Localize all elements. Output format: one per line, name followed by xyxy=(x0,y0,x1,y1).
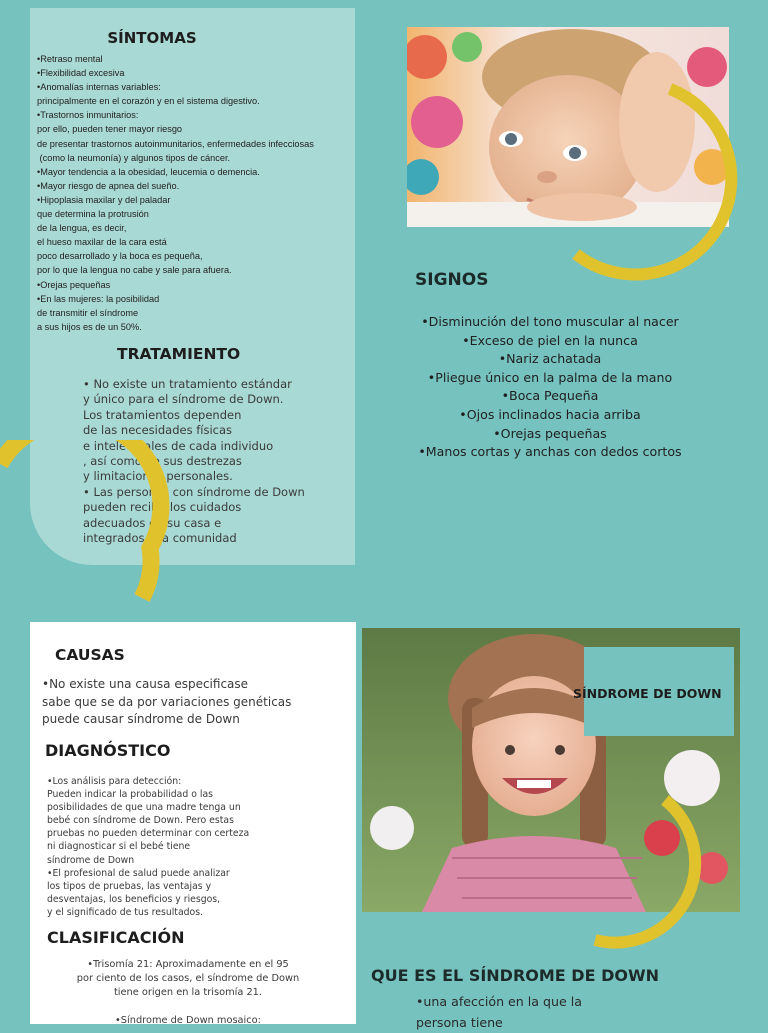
sintomas-line: a sus hijos es de un 50%. xyxy=(37,320,347,334)
tratamiento-line: adecuados en su casa e xyxy=(83,516,343,531)
que-es-line: •una afección en la que la xyxy=(416,992,716,1013)
sintomas-line: principalmente en el corazón y en el sistema digestivo. xyxy=(37,94,347,108)
sintomas-line: por ello, pueden tener mayor riesgo xyxy=(37,122,347,136)
sintomas-line: de transmitir el síndrome xyxy=(37,306,347,320)
sintomas-line: poco desarrollado y la boca es pequeña, xyxy=(37,249,347,263)
tratamiento-heading: TRATAMIENTO xyxy=(117,345,262,363)
signos-item: •Pliegue único en la palma de la mano xyxy=(384,369,716,388)
diagnostico-line: posibilidades de que una madre tenga un xyxy=(47,801,337,814)
signos-heading: SIGNOS xyxy=(415,270,535,290)
tratamiento-line: de las necesidades físicas xyxy=(83,423,343,438)
sintomas-line: •Anomalías internas variables: xyxy=(37,80,347,94)
signos-item: •Orejas pequeñas xyxy=(384,425,716,444)
sintomas-list xyxy=(37,52,347,334)
diagnostico-line: y el significado de tus resultados. xyxy=(47,906,337,919)
clasificacion-line: •Trisomía 21: Aproximadamente en el 95 xyxy=(50,958,326,972)
diagnostico-line: síndrome de Down xyxy=(47,854,337,867)
causas-text xyxy=(42,676,342,729)
signos-item: •Exceso de piel en la nunca xyxy=(384,332,716,351)
signos-item: •Disminución del tono muscular al nacer xyxy=(384,313,716,332)
causas-line: •No existe una causa especificase xyxy=(42,676,342,694)
clasificacion-line: •Síndrome de Down mosaico: xyxy=(50,1014,326,1028)
tratamiento-line: • No existe un tratamiento estándar xyxy=(83,377,343,392)
sintomas-line: •Retraso mental xyxy=(37,52,347,66)
que-es-text xyxy=(416,992,716,1033)
signos-item: •Ojos inclinados hacia arriba xyxy=(384,406,716,425)
sintomas-line: que determina la protrusión xyxy=(37,207,347,221)
sintomas-line: •Trastornos inmunitarios: xyxy=(37,108,347,122)
signos-item: •Nariz achatada xyxy=(384,350,716,369)
diagnostico-heading: DIAGNÓSTICO xyxy=(45,741,170,760)
tratamiento-line: y limitaciones personales. xyxy=(83,469,343,484)
clasificacion-text xyxy=(50,958,326,1028)
sintomas-line: •Mayor riesgo de apnea del sueño. xyxy=(37,179,347,193)
clasificacion-line: tiene origen en la trisomía 21. xyxy=(50,986,326,1000)
que-es-line: persona tiene xyxy=(416,1013,716,1033)
sintomas-line: •En las mujeres: la posibilidad xyxy=(37,292,347,306)
tratamiento-line: e intelectuales de cada individuo xyxy=(83,439,343,454)
causas-line: puede causar síndrome de Down xyxy=(42,711,342,729)
que-es-heading: QUE ES EL SÍNDROME DE DOWN xyxy=(371,966,701,985)
sintomas-line: de la lengua, es decir, xyxy=(37,221,347,235)
diagnostico-line: los tipos de pruebas, las ventajas y xyxy=(47,880,337,893)
diagnostico-line: bebé con síndrome de Down. Pero estas xyxy=(47,814,337,827)
tratamiento-line: y único para el síndrome de Down. xyxy=(83,392,343,407)
clasificacion-line: por ciento de los casos, el síndrome de Down xyxy=(50,972,326,986)
baby-photo xyxy=(407,27,729,227)
diagnostico-line: pruebas no pueden determinar con certeza xyxy=(47,827,337,840)
causas-line: sabe que se da por variaciones genéticas xyxy=(42,694,342,712)
tratamiento-line: , así como de sus destrezas xyxy=(83,454,343,469)
diagnostico-line: Pueden indicar la probabilidad o las xyxy=(47,788,337,801)
tratamiento-line: • Las personas con síndrome de Down xyxy=(83,485,343,500)
sintomas-line: •Hipoplasia maxilar y del paladar xyxy=(37,193,347,207)
tratamiento-line: integrados a la comunidad xyxy=(83,531,343,546)
clasificacion-line xyxy=(50,1000,326,1014)
sintomas-line: •Flexibilidad excesiva xyxy=(37,66,347,80)
sintomas-line: •Mayor tendencia a la obesidad, leucemia o demencia. xyxy=(37,165,347,179)
sintomas-line: el hueso maxilar de la cara está xyxy=(37,235,347,249)
causas-heading: CAUSAS xyxy=(55,646,125,664)
signos-item: •Manos cortas y anchas con dedos cortos xyxy=(384,443,716,462)
sintomas-line: por lo que la lengua no cabe y sale para afuera. xyxy=(37,263,347,277)
sintomas-line: (como la neumonía) y algunos tipos de cáncer. xyxy=(37,151,347,165)
sindrome-label: SÍNDROME DE DOWN xyxy=(573,686,753,701)
diagnostico-line: •El profesional de salud puede analizar xyxy=(47,867,337,880)
sintomas-line: de presentar trastornos autoinmunitarios, enfermedades infecciosas xyxy=(37,137,347,151)
sintomas-line: •Orejas pequeñas xyxy=(37,278,347,292)
diagnostico-line: ni diagnosticar si el bebé tiene xyxy=(47,840,337,853)
signos-item: •Boca Pequeña xyxy=(384,387,716,406)
diagnostico-text xyxy=(47,775,337,919)
diagnostico-line: desventajas, los beneficios y riesgos, xyxy=(47,893,337,906)
sintomas-heading: SÍNTOMAS xyxy=(102,29,202,47)
clasificacion-heading: CLASIFICACIÓN xyxy=(47,928,185,947)
tratamiento-line: Los tratamientos dependen xyxy=(83,408,343,423)
diagnostico-line: •Los análisis para detección: xyxy=(47,775,337,788)
tratamiento-text xyxy=(83,377,343,546)
tratamiento-line: pueden recibir los cuidados xyxy=(83,500,343,515)
signos-list xyxy=(384,313,716,462)
